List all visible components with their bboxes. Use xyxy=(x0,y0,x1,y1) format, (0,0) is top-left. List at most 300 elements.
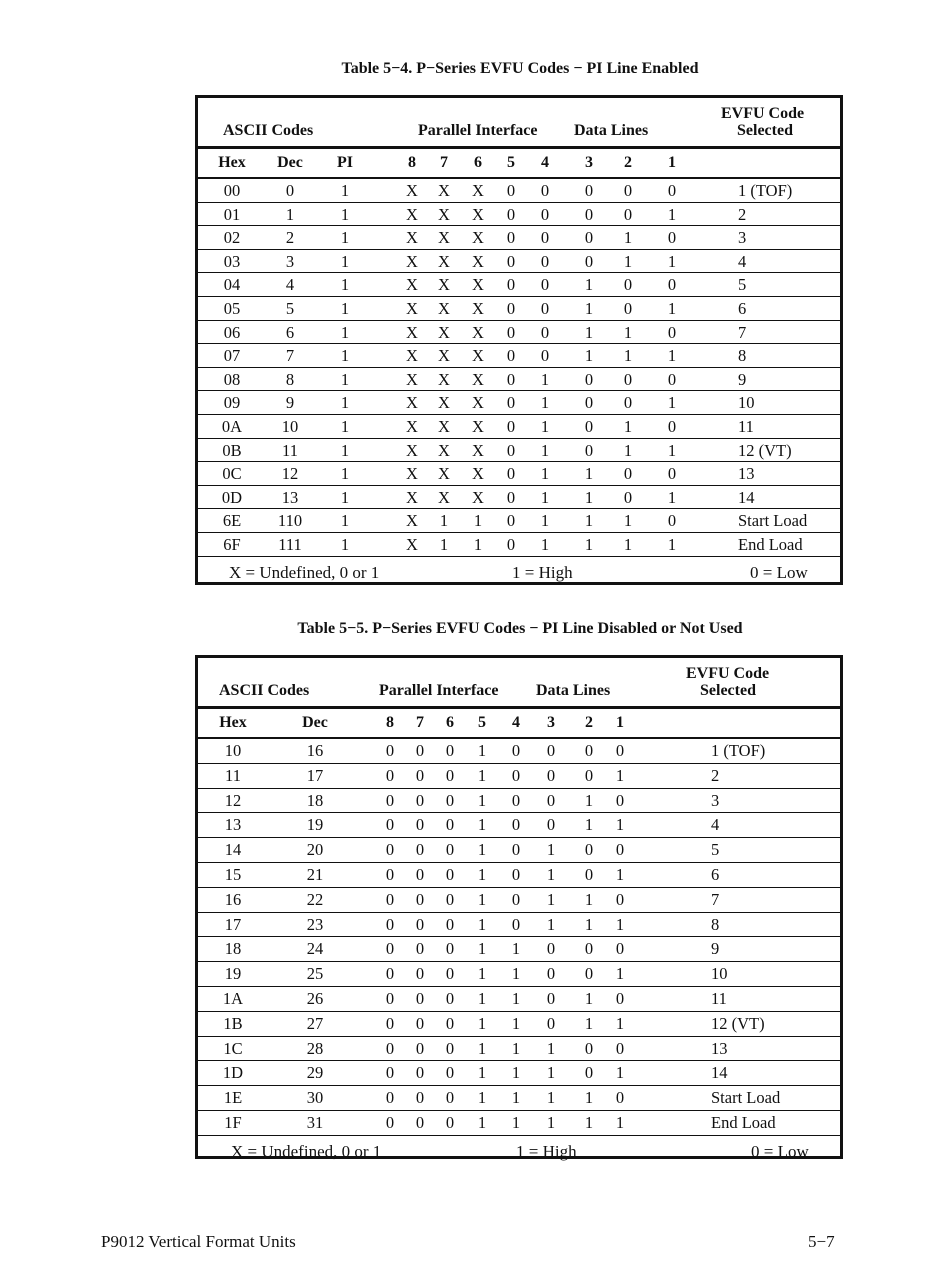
cell-hex: 1C xyxy=(223,1038,243,1058)
cell-8: 0 xyxy=(385,1112,395,1132)
column-header-hex: Hex xyxy=(218,154,246,171)
cell-5: 0 xyxy=(506,346,516,366)
cell-6: X xyxy=(472,228,484,248)
cell-3: 0 xyxy=(584,416,594,436)
cell-2: 0 xyxy=(623,369,633,389)
column-header-row xyxy=(198,149,840,179)
cell-6: X xyxy=(472,298,484,318)
cell-pi: 1 xyxy=(340,440,350,460)
table-body xyxy=(198,179,840,557)
cell-4: 1 xyxy=(511,988,521,1008)
cell-6: X xyxy=(472,322,484,342)
cell-evfu-code: 3 xyxy=(711,790,720,810)
table-row xyxy=(198,321,840,345)
cell-dec: 1 xyxy=(285,204,295,224)
cell-dec: 16 xyxy=(306,741,324,760)
cell-hex: 02 xyxy=(223,228,241,248)
table-row xyxy=(198,987,840,1012)
table-row xyxy=(198,415,840,439)
cell-evfu-code: 8 xyxy=(711,914,720,934)
cell-7: 0 xyxy=(415,889,425,909)
cell-7: 0 xyxy=(415,988,425,1008)
cell-3: 1 xyxy=(546,1038,556,1058)
cell-hex: 17 xyxy=(224,914,242,934)
cell-6: X xyxy=(472,204,484,224)
column-header-2: 2 xyxy=(585,714,593,731)
cell-2: 0 xyxy=(584,964,594,984)
cell-evfu-code: 6 xyxy=(711,864,720,884)
cell-1: 1 xyxy=(667,251,677,271)
column-header-8: 8 xyxy=(408,154,416,171)
cell-dec: 22 xyxy=(306,889,324,909)
cell-6: X xyxy=(472,464,484,484)
cell-2: 0 xyxy=(584,741,594,760)
header-evfu-selected: Selected xyxy=(700,682,756,699)
cell-3: 1 xyxy=(584,298,594,318)
column-header-hex: Hex xyxy=(219,714,247,731)
table-row xyxy=(198,962,840,987)
table-row xyxy=(198,486,840,510)
cell-7: X xyxy=(438,181,450,200)
cell-4: 1 xyxy=(511,939,521,959)
cell-hex: 08 xyxy=(223,369,241,389)
cell-hex: 1A xyxy=(222,988,244,1008)
cell-5: 1 xyxy=(477,864,487,884)
legend-high: 1 = High xyxy=(516,1141,577,1161)
cell-4: 1 xyxy=(511,1038,521,1058)
column-header-8: 8 xyxy=(386,714,394,731)
cell-4: 0 xyxy=(511,790,521,810)
cell-evfu-code: 2 xyxy=(711,765,720,785)
cell-6: 0 xyxy=(445,815,455,835)
cell-6: X xyxy=(472,440,484,460)
cell-2: 1 xyxy=(623,322,633,342)
cell-7: 0 xyxy=(415,1088,425,1108)
cell-evfu-code: 11 xyxy=(738,416,754,436)
table-row xyxy=(198,273,840,297)
cell-8: 0 xyxy=(385,914,395,934)
cell-dec: 5 xyxy=(285,298,295,318)
cell-1: 1 xyxy=(667,298,677,318)
cell-4: 1 xyxy=(540,416,550,436)
cell-8: X xyxy=(406,346,418,366)
cell-7: X xyxy=(438,369,450,389)
cell-6: X xyxy=(472,487,484,507)
cell-7: 0 xyxy=(415,840,425,860)
cell-dec: 27 xyxy=(306,1013,324,1033)
column-header-3: 3 xyxy=(547,714,555,731)
cell-1: 0 xyxy=(667,228,677,248)
cell-dec: 24 xyxy=(306,939,324,959)
cell-hex: 09 xyxy=(223,393,241,413)
table-row xyxy=(198,739,840,764)
cell-dec: 13 xyxy=(281,487,299,507)
cell-8: 0 xyxy=(385,889,395,909)
legend-high: 1 = High xyxy=(512,562,573,582)
cell-4: 0 xyxy=(540,275,550,295)
cell-dec: 29 xyxy=(306,1063,324,1083)
evfu-table-pi-disabled xyxy=(195,655,843,1159)
cell-2: 1 xyxy=(584,889,594,909)
cell-evfu-code: 7 xyxy=(738,322,747,342)
cell-7: X xyxy=(438,228,450,248)
cell-evfu-code: Start Load xyxy=(738,511,808,531)
cell-6: X xyxy=(472,416,484,436)
cell-dec: 10 xyxy=(281,416,299,436)
cell-2: 1 xyxy=(584,1112,594,1132)
cell-dec: 18 xyxy=(306,790,324,810)
table-row xyxy=(198,250,840,274)
cell-5: 1 xyxy=(477,1063,487,1083)
cell-3: 1 xyxy=(584,322,594,342)
cell-4: 0 xyxy=(540,346,550,366)
cell-7: X xyxy=(438,487,450,507)
cell-1: 0 xyxy=(615,790,625,810)
cell-hex: 0A xyxy=(221,416,243,436)
cell-2: 0 xyxy=(584,765,594,785)
column-header-6: 6 xyxy=(474,154,482,171)
cell-4: 1 xyxy=(540,487,550,507)
cell-5: 1 xyxy=(477,1088,487,1108)
cell-3: 0 xyxy=(546,765,556,785)
cell-7: 0 xyxy=(415,790,425,810)
cell-1: 0 xyxy=(667,464,677,484)
cell-5: 0 xyxy=(506,204,516,224)
cell-8: 0 xyxy=(385,840,395,860)
cell-hex: 03 xyxy=(223,251,241,271)
cell-2: 0 xyxy=(623,393,633,413)
table-group-header xyxy=(198,658,840,709)
cell-6: 0 xyxy=(445,790,455,810)
cell-7: X xyxy=(438,298,450,318)
header-data-lines: Data Lines xyxy=(574,122,649,139)
table-legend xyxy=(198,1136,840,1166)
cell-4: 0 xyxy=(511,840,521,860)
cell-7: 0 xyxy=(415,741,425,760)
cell-1: 0 xyxy=(667,369,677,389)
column-header-pi: PI xyxy=(337,154,353,171)
cell-1: 1 xyxy=(615,765,625,785)
cell-dec: 26 xyxy=(306,988,324,1008)
cell-5: 1 xyxy=(477,1013,487,1033)
cell-4: 1 xyxy=(511,1013,521,1033)
table-row xyxy=(198,863,840,888)
cell-4: 1 xyxy=(540,464,550,484)
cell-evfu-code: 13 xyxy=(738,464,755,484)
cell-2: 0 xyxy=(584,840,594,860)
cell-4: 0 xyxy=(511,864,521,884)
cell-2: 0 xyxy=(584,1038,594,1058)
cell-1: 0 xyxy=(615,939,625,959)
cell-8: X xyxy=(406,181,418,200)
cell-3: 1 xyxy=(584,464,594,484)
column-header-2: 2 xyxy=(624,154,632,171)
cell-1: 0 xyxy=(615,741,625,760)
cell-6: 0 xyxy=(445,914,455,934)
column-header-5: 5 xyxy=(478,714,486,731)
table-row xyxy=(198,344,840,368)
column-header-1: 1 xyxy=(668,154,676,171)
cell-6: X xyxy=(472,346,484,366)
cell-5: 0 xyxy=(506,416,516,436)
cell-4: 0 xyxy=(540,228,550,248)
cell-3: 1 xyxy=(584,275,594,295)
cell-8: X xyxy=(406,251,418,271)
cell-5: 0 xyxy=(506,464,516,484)
column-header-4: 4 xyxy=(541,154,549,171)
cell-pi: 1 xyxy=(340,228,350,248)
cell-3: 1 xyxy=(546,889,556,909)
cell-8: 0 xyxy=(385,1038,395,1058)
table-row xyxy=(198,1037,840,1062)
cell-evfu-code: 13 xyxy=(711,1038,728,1058)
cell-hex: 1E xyxy=(223,1088,243,1108)
column-header-1: 1 xyxy=(616,714,624,731)
cell-2: 0 xyxy=(623,204,633,224)
table-row xyxy=(198,1111,840,1136)
cell-1: 0 xyxy=(615,1088,625,1108)
header-ascii-codes: ASCII Codes xyxy=(219,682,310,699)
cell-dec: 12 xyxy=(281,464,299,484)
cell-8: X xyxy=(406,228,418,248)
cell-evfu-code: 5 xyxy=(738,275,747,295)
cell-3: 0 xyxy=(584,228,594,248)
table-body xyxy=(198,739,840,1136)
table-row xyxy=(198,533,840,557)
cell-dec: 3 xyxy=(285,251,295,271)
table-row xyxy=(198,226,840,250)
cell-dec: 25 xyxy=(306,964,324,984)
cell-1: 1 xyxy=(615,815,625,835)
cell-8: X xyxy=(406,204,418,224)
cell-6: 0 xyxy=(445,1112,455,1132)
cell-5: 0 xyxy=(506,369,516,389)
cell-dec: 11 xyxy=(282,440,298,460)
table-row xyxy=(198,179,840,203)
table-row xyxy=(198,391,840,415)
table-row xyxy=(198,1012,840,1037)
cell-3: 1 xyxy=(584,511,594,531)
cell-hex: 07 xyxy=(223,346,241,366)
cell-7: 0 xyxy=(415,815,425,835)
cell-dec: 110 xyxy=(277,511,303,531)
cell-evfu-code: 14 xyxy=(711,1063,728,1083)
cell-dec: 21 xyxy=(306,864,324,884)
cell-evfu-code: End Load xyxy=(738,534,803,554)
cell-1: 1 xyxy=(667,534,677,554)
cell-2: 1 xyxy=(623,534,633,554)
legend-undefined: X = Undefined, 0 or 1 xyxy=(229,562,380,582)
cell-hex: 10 xyxy=(224,741,242,760)
cell-5: 0 xyxy=(506,228,516,248)
cell-8: 0 xyxy=(385,939,395,959)
cell-7: X xyxy=(438,322,450,342)
legend-undefined: X = Undefined, 0 or 1 xyxy=(231,1141,382,1161)
cell-3: 1 xyxy=(546,914,556,934)
cell-3: 0 xyxy=(584,181,594,200)
cell-evfu-code: 1 (TOF) xyxy=(711,741,766,760)
cell-pi: 1 xyxy=(340,464,350,484)
cell-evfu-code: 14 xyxy=(738,487,755,507)
cell-pi: 1 xyxy=(340,511,350,531)
cell-3: 0 xyxy=(584,251,594,271)
cell-2: 1 xyxy=(623,440,633,460)
cell-4: 0 xyxy=(540,181,550,200)
cell-1: 0 xyxy=(615,840,625,860)
table-row xyxy=(198,838,840,863)
header-evfu-code: EVFU Code xyxy=(686,665,770,682)
cell-dec: 9 xyxy=(285,393,295,413)
cell-6: 1 xyxy=(473,534,483,554)
cell-hex: 15 xyxy=(224,864,242,884)
cell-2: 0 xyxy=(623,464,633,484)
header-ascii-codes: ASCII Codes xyxy=(223,122,314,139)
column-header-row xyxy=(198,709,840,739)
cell-evfu-code: 9 xyxy=(711,939,720,959)
cell-8: 0 xyxy=(385,815,395,835)
column-header-3: 3 xyxy=(585,154,593,171)
cell-dec: 23 xyxy=(306,914,324,934)
cell-8: 0 xyxy=(385,964,395,984)
cell-6: 0 xyxy=(445,988,455,1008)
cell-7: 0 xyxy=(415,1038,425,1058)
cell-6: 0 xyxy=(445,939,455,959)
cell-3: 0 xyxy=(584,204,594,224)
cell-hex: 00 xyxy=(223,181,241,200)
cell-1: 1 xyxy=(615,1112,625,1132)
cell-5: 0 xyxy=(506,511,516,531)
cell-1: 0 xyxy=(615,1038,625,1058)
header-parallel-interface: Parallel Interface xyxy=(379,682,499,699)
cell-3: 1 xyxy=(546,864,556,884)
cell-8: X xyxy=(406,534,418,554)
cell-1: 1 xyxy=(667,393,677,413)
cell-5: 0 xyxy=(506,298,516,318)
cell-7: X xyxy=(438,346,450,366)
table-row xyxy=(198,462,840,486)
cell-8: X xyxy=(406,275,418,295)
header-parallel-interface: Parallel Interface xyxy=(418,122,538,139)
cell-hex: 18 xyxy=(224,939,242,959)
cell-dec: 2 xyxy=(285,228,295,248)
cell-5: 1 xyxy=(477,765,487,785)
cell-2: 0 xyxy=(623,487,633,507)
cell-pi: 1 xyxy=(340,534,350,554)
cell-3: 0 xyxy=(546,815,556,835)
cell-4: 1 xyxy=(540,369,550,389)
table-row xyxy=(198,1061,840,1086)
cell-hex: 0D xyxy=(221,487,243,507)
cell-8: X xyxy=(406,393,418,413)
cell-hex: 6F xyxy=(223,534,241,554)
table-row xyxy=(198,937,840,962)
cell-pi: 1 xyxy=(340,275,350,295)
cell-2: 0 xyxy=(623,275,633,295)
cell-1: 0 xyxy=(667,322,677,342)
cell-5: 1 xyxy=(477,939,487,959)
cell-7: 0 xyxy=(415,765,425,785)
cell-1: 0 xyxy=(667,275,677,295)
cell-8: X xyxy=(406,464,418,484)
cell-hex: 16 xyxy=(224,889,242,909)
cell-6: X xyxy=(472,275,484,295)
cell-3: 0 xyxy=(546,964,556,984)
cell-dec: 8 xyxy=(285,369,295,389)
cell-pi: 1 xyxy=(340,181,350,200)
cell-4: 1 xyxy=(511,1112,521,1132)
cell-hex: 14 xyxy=(224,840,242,860)
cell-1: 1 xyxy=(615,914,625,934)
table-legend xyxy=(198,557,840,587)
cell-evfu-code: 8 xyxy=(738,346,747,366)
cell-5: 1 xyxy=(477,790,487,810)
cell-pi: 1 xyxy=(340,487,350,507)
cell-evfu-code: 11 xyxy=(711,988,727,1008)
table-row xyxy=(198,368,840,392)
cell-pi: 1 xyxy=(340,416,350,436)
cell-evfu-code: Start Load xyxy=(711,1088,781,1108)
cell-7: X xyxy=(438,464,450,484)
cell-7: X xyxy=(438,416,450,436)
cell-pi: 1 xyxy=(340,393,350,413)
cell-1: 1 xyxy=(667,440,677,460)
cell-2: 1 xyxy=(623,251,633,271)
cell-2: 0 xyxy=(584,939,594,959)
cell-1: 0 xyxy=(615,889,625,909)
cell-pi: 1 xyxy=(340,251,350,271)
cell-5: 1 xyxy=(477,1038,487,1058)
cell-3: 1 xyxy=(546,1112,556,1132)
cell-6: 0 xyxy=(445,741,455,760)
cell-hex: 01 xyxy=(223,204,241,224)
cell-6: 0 xyxy=(445,840,455,860)
cell-hex: 05 xyxy=(223,298,241,318)
cell-2: 0 xyxy=(623,298,633,318)
cell-evfu-code: 4 xyxy=(738,251,747,271)
cell-6: X xyxy=(472,369,484,389)
cell-7: 0 xyxy=(415,1013,425,1033)
cell-8: 0 xyxy=(385,741,395,760)
column-header-6: 6 xyxy=(446,714,454,731)
cell-evfu-code: 10 xyxy=(711,964,728,984)
cell-8: X xyxy=(406,416,418,436)
table-row xyxy=(198,509,840,533)
cell-2: 1 xyxy=(623,511,633,531)
evfu-table-pi-enabled xyxy=(195,95,843,585)
cell-hex: 06 xyxy=(223,322,241,342)
cell-3: 0 xyxy=(546,741,556,760)
cell-hex: 1D xyxy=(222,1063,244,1083)
cell-1: 0 xyxy=(667,511,677,531)
cell-evfu-code: 4 xyxy=(711,815,720,835)
cell-7: 1 xyxy=(439,534,449,554)
cell-7: X xyxy=(438,393,450,413)
cell-pi: 1 xyxy=(340,298,350,318)
cell-2: 1 xyxy=(584,815,594,835)
cell-4: 1 xyxy=(511,1063,521,1083)
cell-evfu-code: 7 xyxy=(711,889,720,909)
cell-1: 0 xyxy=(667,181,677,200)
cell-8: X xyxy=(406,298,418,318)
cell-2: 1 xyxy=(584,914,594,934)
cell-8: X xyxy=(406,322,418,342)
cell-3: 0 xyxy=(584,440,594,460)
table-group-header xyxy=(198,98,840,149)
cell-5: 1 xyxy=(477,964,487,984)
cell-4: 0 xyxy=(540,322,550,342)
cell-1: 1 xyxy=(667,487,677,507)
cell-1: 1 xyxy=(667,346,677,366)
